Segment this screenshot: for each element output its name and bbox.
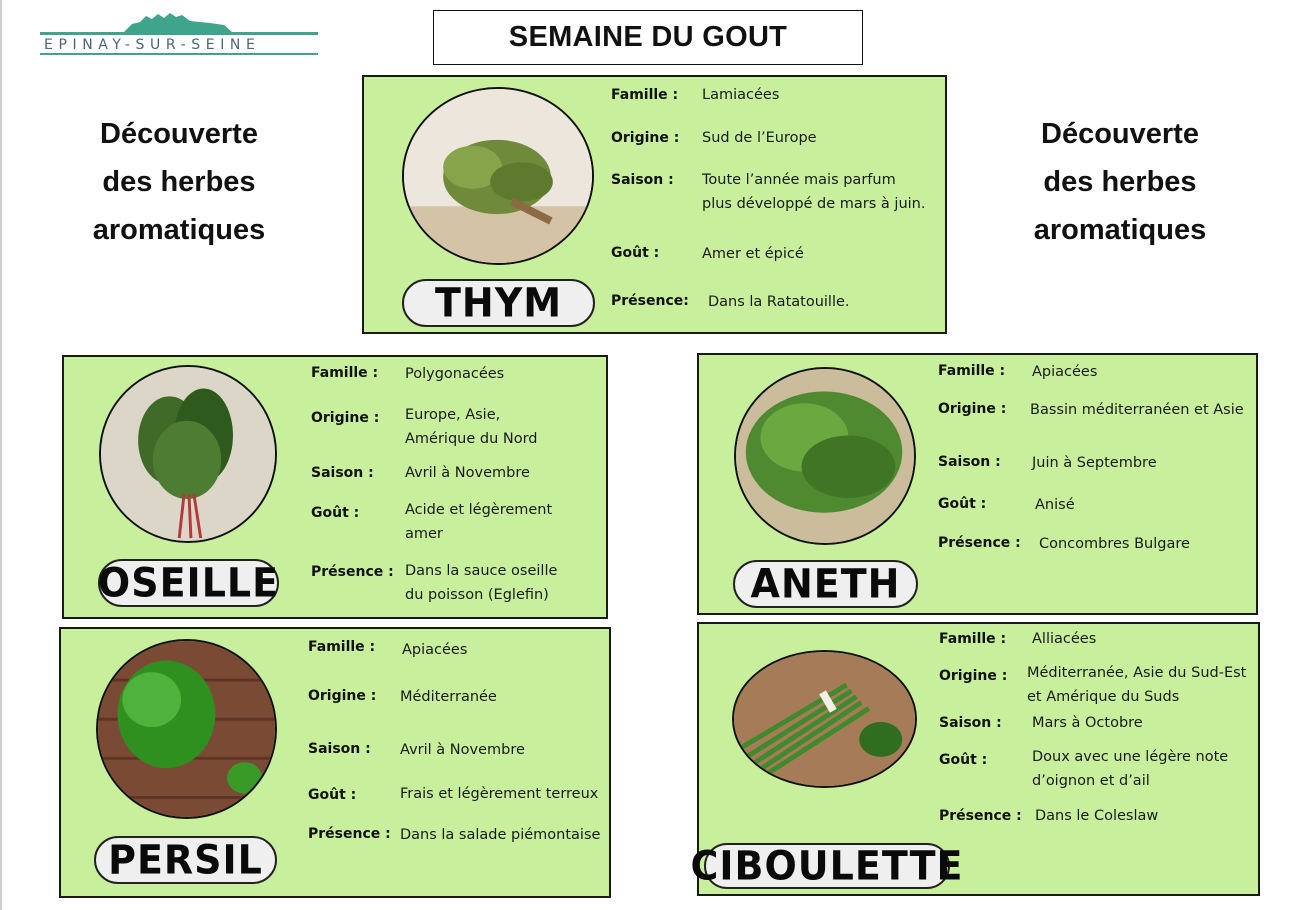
value-famille: Alliacées <box>1032 631 1097 647</box>
label-gout: Goût : <box>311 505 360 521</box>
value-presence: Concombres Bulgare <box>1039 536 1190 552</box>
sorrel-photo <box>99 365 277 543</box>
label-famille: Famille : <box>308 639 376 655</box>
herb-name: OSEILLE <box>97 559 280 607</box>
label-saison: Saison : <box>308 741 371 757</box>
herb-name-pill <box>402 279 595 327</box>
label-origine: Origine : <box>308 688 377 704</box>
side-heading-line: aromatiques <box>1033 214 1207 246</box>
page-title-box <box>433 10 863 65</box>
card-persil <box>59 627 611 898</box>
label-presence: Présence : <box>938 535 1021 551</box>
card-ciboulette <box>690 622 1260 896</box>
thyme-photo <box>402 87 594 265</box>
value-origine: Méditerranée <box>400 689 497 705</box>
value-presence: Dans le Coleslaw <box>1035 808 1159 824</box>
value-origine: Bassin méditerranéen et Asie <box>1030 402 1244 418</box>
label-famille: Famille : <box>311 365 379 381</box>
herb-name-pill <box>733 560 918 608</box>
value-famille: Apiacées <box>402 642 468 658</box>
label-saison: Saison : <box>611 172 674 188</box>
value-saison: Mars à Octobre <box>1032 715 1143 731</box>
value-origine: Sud de l’Europe <box>702 130 817 146</box>
value-famille: Lamiacées <box>702 87 780 103</box>
herb-name: PERSIL <box>108 836 263 884</box>
label-origine: Origine : <box>939 668 1008 684</box>
herb-name-pill <box>98 559 279 607</box>
label-saison: Saison : <box>939 715 1002 731</box>
value-saison: Avril à Novembre <box>405 465 530 481</box>
value-famille: Apiacées <box>1032 364 1098 380</box>
side-heading-line: Découverte <box>1041 118 1199 150</box>
value-saison: Avril à Novembre <box>400 742 525 758</box>
label-gout: Goût : <box>938 496 987 512</box>
herb-name: ANETH <box>750 560 901 608</box>
value-origine: Europe, Asie, Amérique du Nord <box>405 407 538 447</box>
dill-photo <box>734 367 916 545</box>
label-famille: Famille : <box>939 631 1007 647</box>
label-origine: Origine : <box>938 401 1007 417</box>
label-gout: Goût : <box>939 752 988 768</box>
label-famille: Famille : <box>938 363 1006 379</box>
herb-name-pill <box>94 836 277 884</box>
herb-name: CIBOULETTE <box>690 842 964 890</box>
label-gout: Goût : <box>308 787 357 803</box>
page-title: SEMAINE DU GOUT <box>508 21 788 53</box>
label-saison: Saison : <box>311 465 374 481</box>
label-famille: Famille : <box>611 87 679 103</box>
label-presence: Présence : <box>308 826 391 842</box>
page-left-border <box>0 0 2 910</box>
value-gout: Anisé <box>1035 497 1075 513</box>
label-gout: Goût : <box>611 245 660 261</box>
value-presence: Dans la sauce oseille du poisson (Eglefin) <box>405 563 558 603</box>
card-oseille <box>62 355 608 619</box>
card-aneth <box>697 353 1258 615</box>
value-origine: Méditerranée, Asie du Sud-Est et Amérique du Suds <box>1027 665 1247 705</box>
value-famille: Polygonacées <box>405 366 505 382</box>
label-origine: Origine : <box>611 130 680 146</box>
herb-name-pill <box>690 842 964 890</box>
value-saison: Juin à Septembre <box>1032 455 1157 471</box>
value-gout: Doux avec une légère note d’oignon et d’ail <box>1032 749 1229 789</box>
side-heading-left <box>49 110 309 254</box>
side-heading-line: aromatiques <box>92 214 266 246</box>
chives-photo <box>732 650 917 788</box>
label-origine: Origine : <box>311 410 380 426</box>
parsley-photo <box>96 639 277 819</box>
side-heading-line: des herbes <box>102 166 256 198</box>
label-presence: Présence : <box>939 808 1022 824</box>
value-presence: Dans la Ratatouille. <box>708 294 850 310</box>
logo-text: EPINAY-SUR-SEINE <box>44 37 261 53</box>
label-presence: Présence: <box>611 293 689 309</box>
value-gout: Amer et épicé <box>702 246 804 262</box>
herb-name: THYM <box>434 279 563 327</box>
card-thym <box>362 75 947 334</box>
value-gout: Acide et légèrement amer <box>405 502 553 542</box>
logo-underline <box>40 53 318 55</box>
skyline-icon <box>40 10 320 40</box>
label-saison: Saison : <box>938 454 1001 470</box>
value-presence: Dans la salade piémontaise <box>400 827 601 843</box>
side-heading-line: Découverte <box>100 118 258 150</box>
side-heading-line: des herbes <box>1043 166 1197 198</box>
epinay-logo <box>40 10 320 56</box>
value-saison: Toute l’année mais parfum plus développé de mars à juin. <box>702 172 926 212</box>
value-gout: Frais et légèrement terreux <box>400 786 599 802</box>
label-presence: Présence : <box>311 564 394 580</box>
side-heading-right <box>990 110 1250 254</box>
